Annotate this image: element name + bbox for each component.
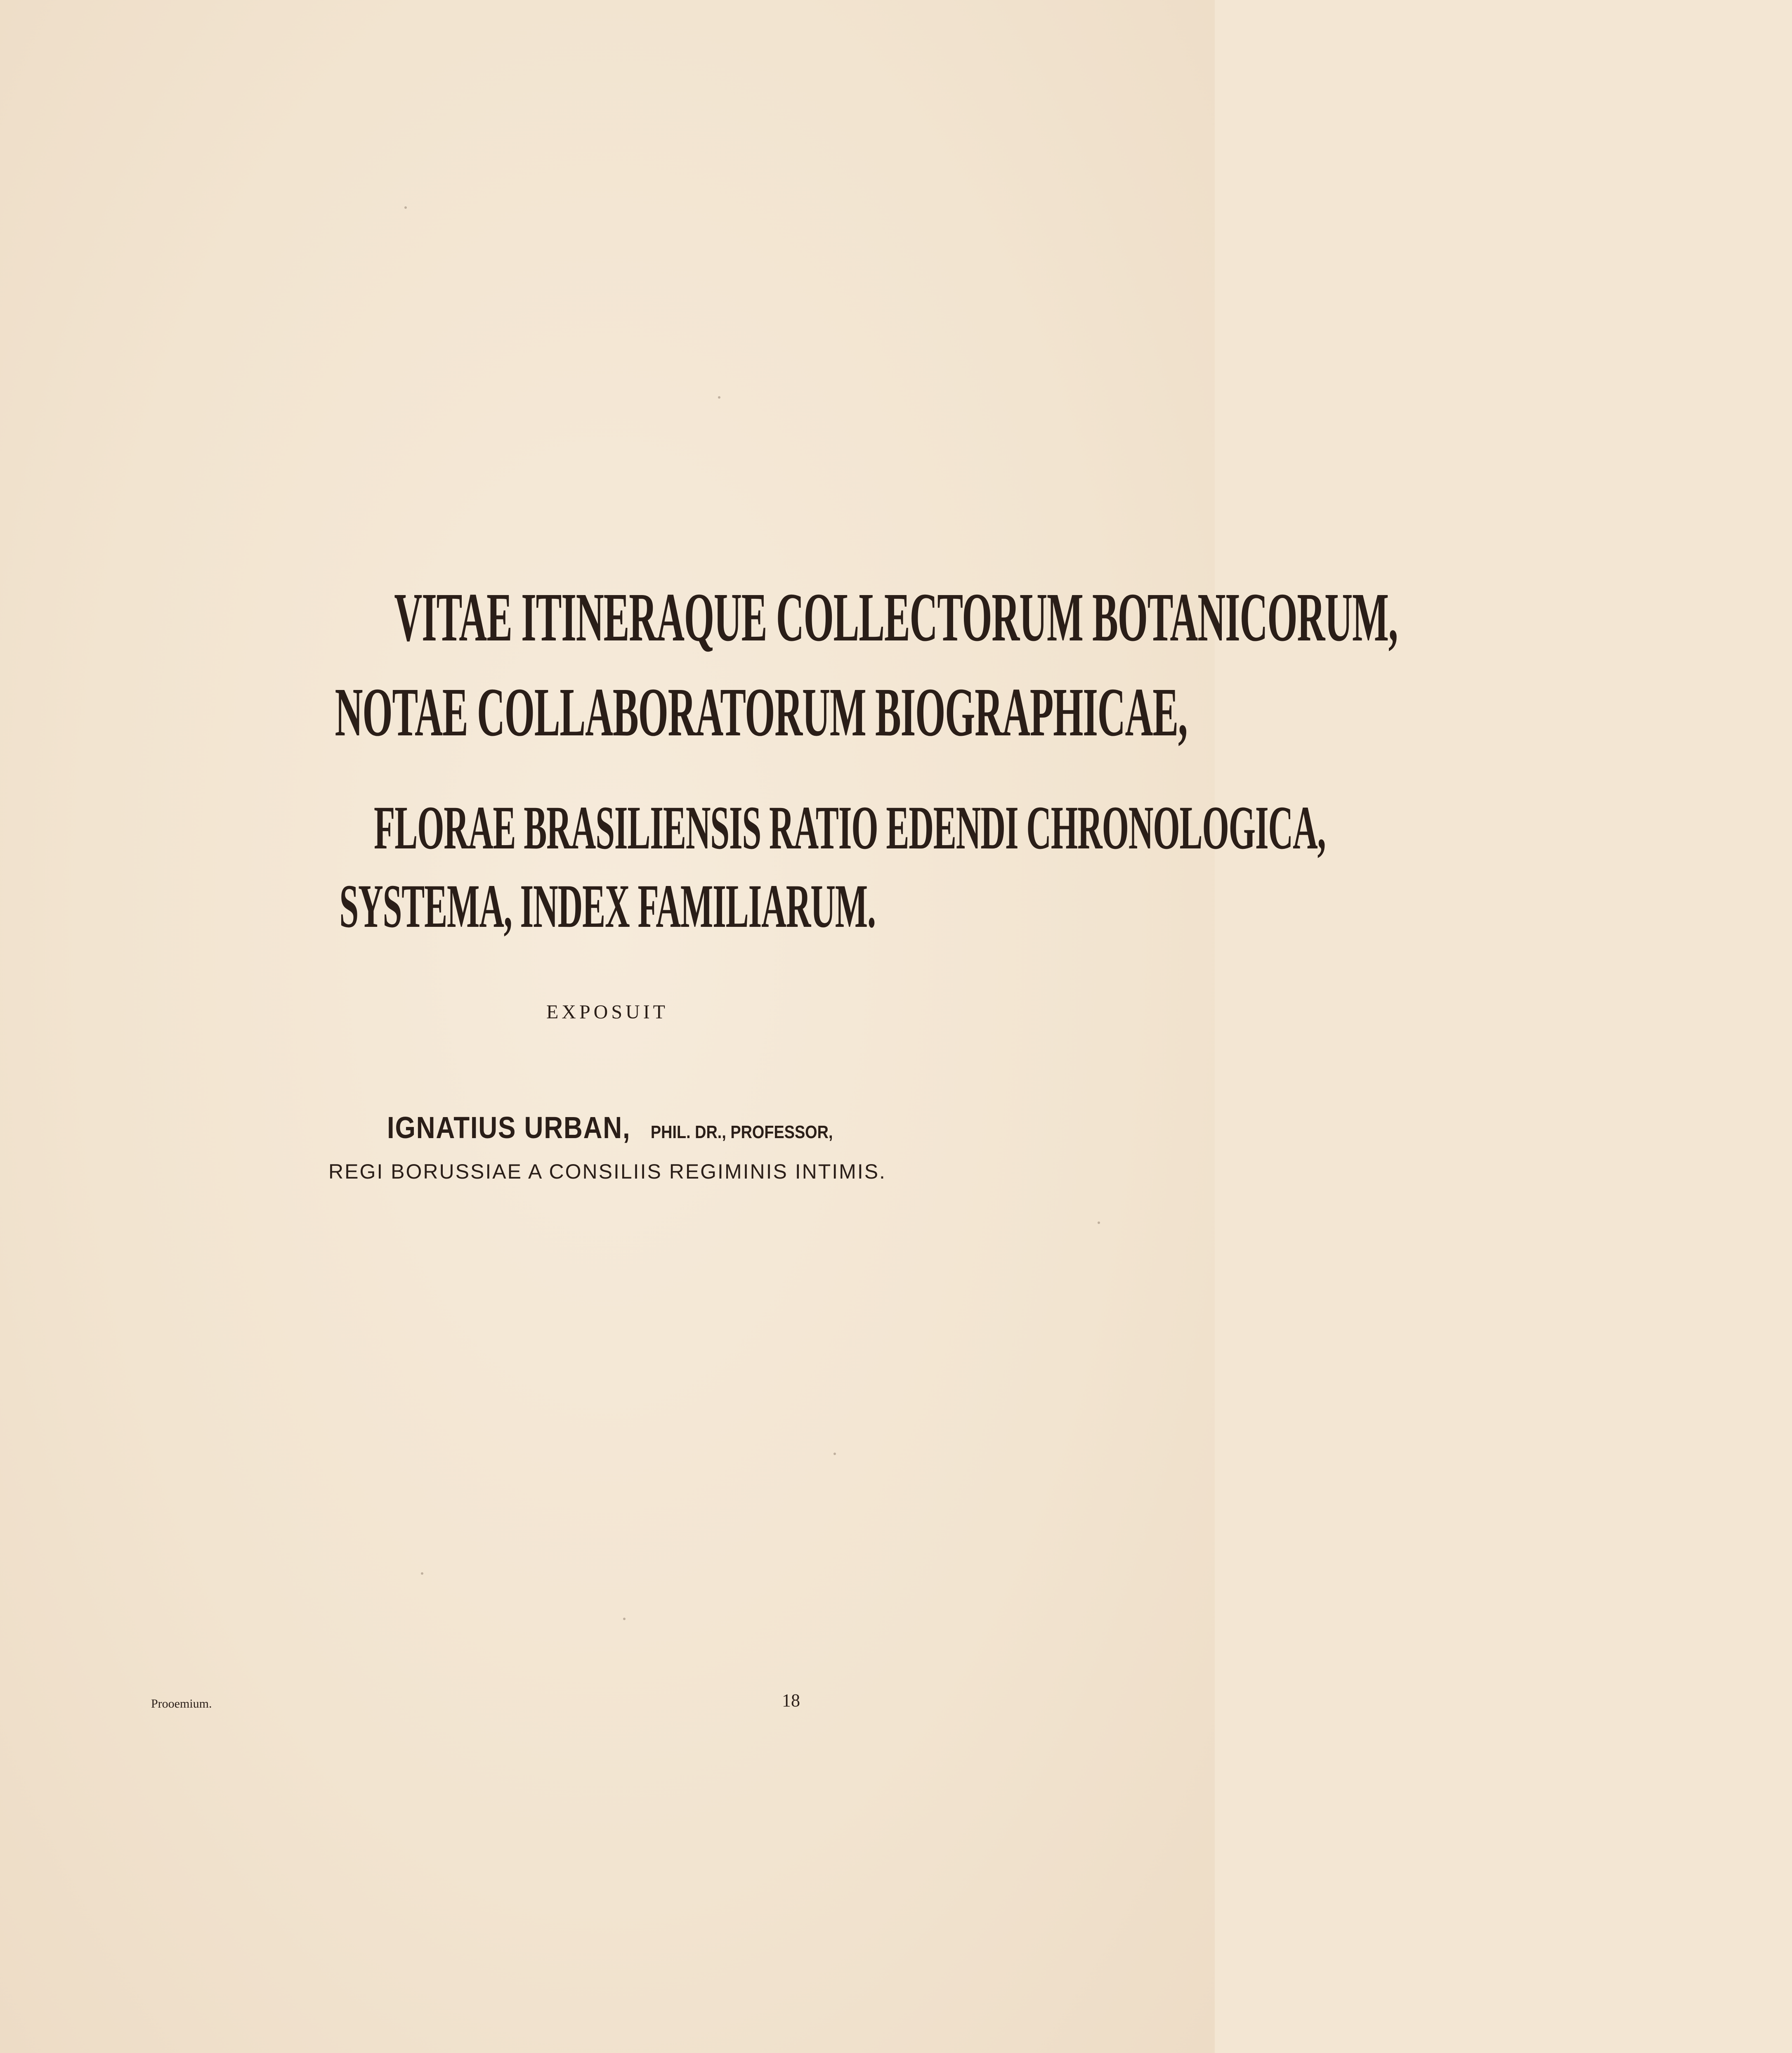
author-credentials: PHIL. DR., PROFESSOR, (650, 1122, 833, 1142)
title-line-1-text: VITAE ITINERAQUE COLLECTORUM BOTANICORUM, (394, 579, 1398, 656)
paper-speck (404, 206, 407, 209)
title-line-2-text: NOTAE COLLABORATORUM BIOGRAPHICAE, (335, 674, 1188, 751)
title-line-1 (0, 578, 1398, 660)
paper-speck (421, 1572, 423, 1575)
title-line-3 (0, 792, 1326, 867)
title-line-2 (0, 673, 1215, 755)
exposuit-label: EXPOSUIT (546, 1001, 668, 1023)
signature-mark: Prooemium. (151, 1697, 212, 1710)
title-line-4 (0, 871, 1215, 945)
page-number: 18 (782, 1690, 800, 1710)
author-affiliation: REGI BORUSSIAE A CONSILIIS REGIMINIS INTIMIS. (328, 1160, 886, 1183)
paper-speck (623, 1618, 626, 1620)
paper-speck (833, 1453, 836, 1455)
author-name: IGNATIUS URBAN, (387, 1110, 631, 1145)
title-line-3-text: FLORAE BRASILIENSIS RATIO EDENDI CHRONOLOGICA, (374, 794, 1326, 862)
author-line (0, 1110, 1215, 1145)
paper-speck (718, 396, 720, 399)
paper-speck (1098, 1221, 1100, 1224)
title-line-4-text: SYSTEMA, INDEX FAMILIARUM. (339, 872, 876, 940)
